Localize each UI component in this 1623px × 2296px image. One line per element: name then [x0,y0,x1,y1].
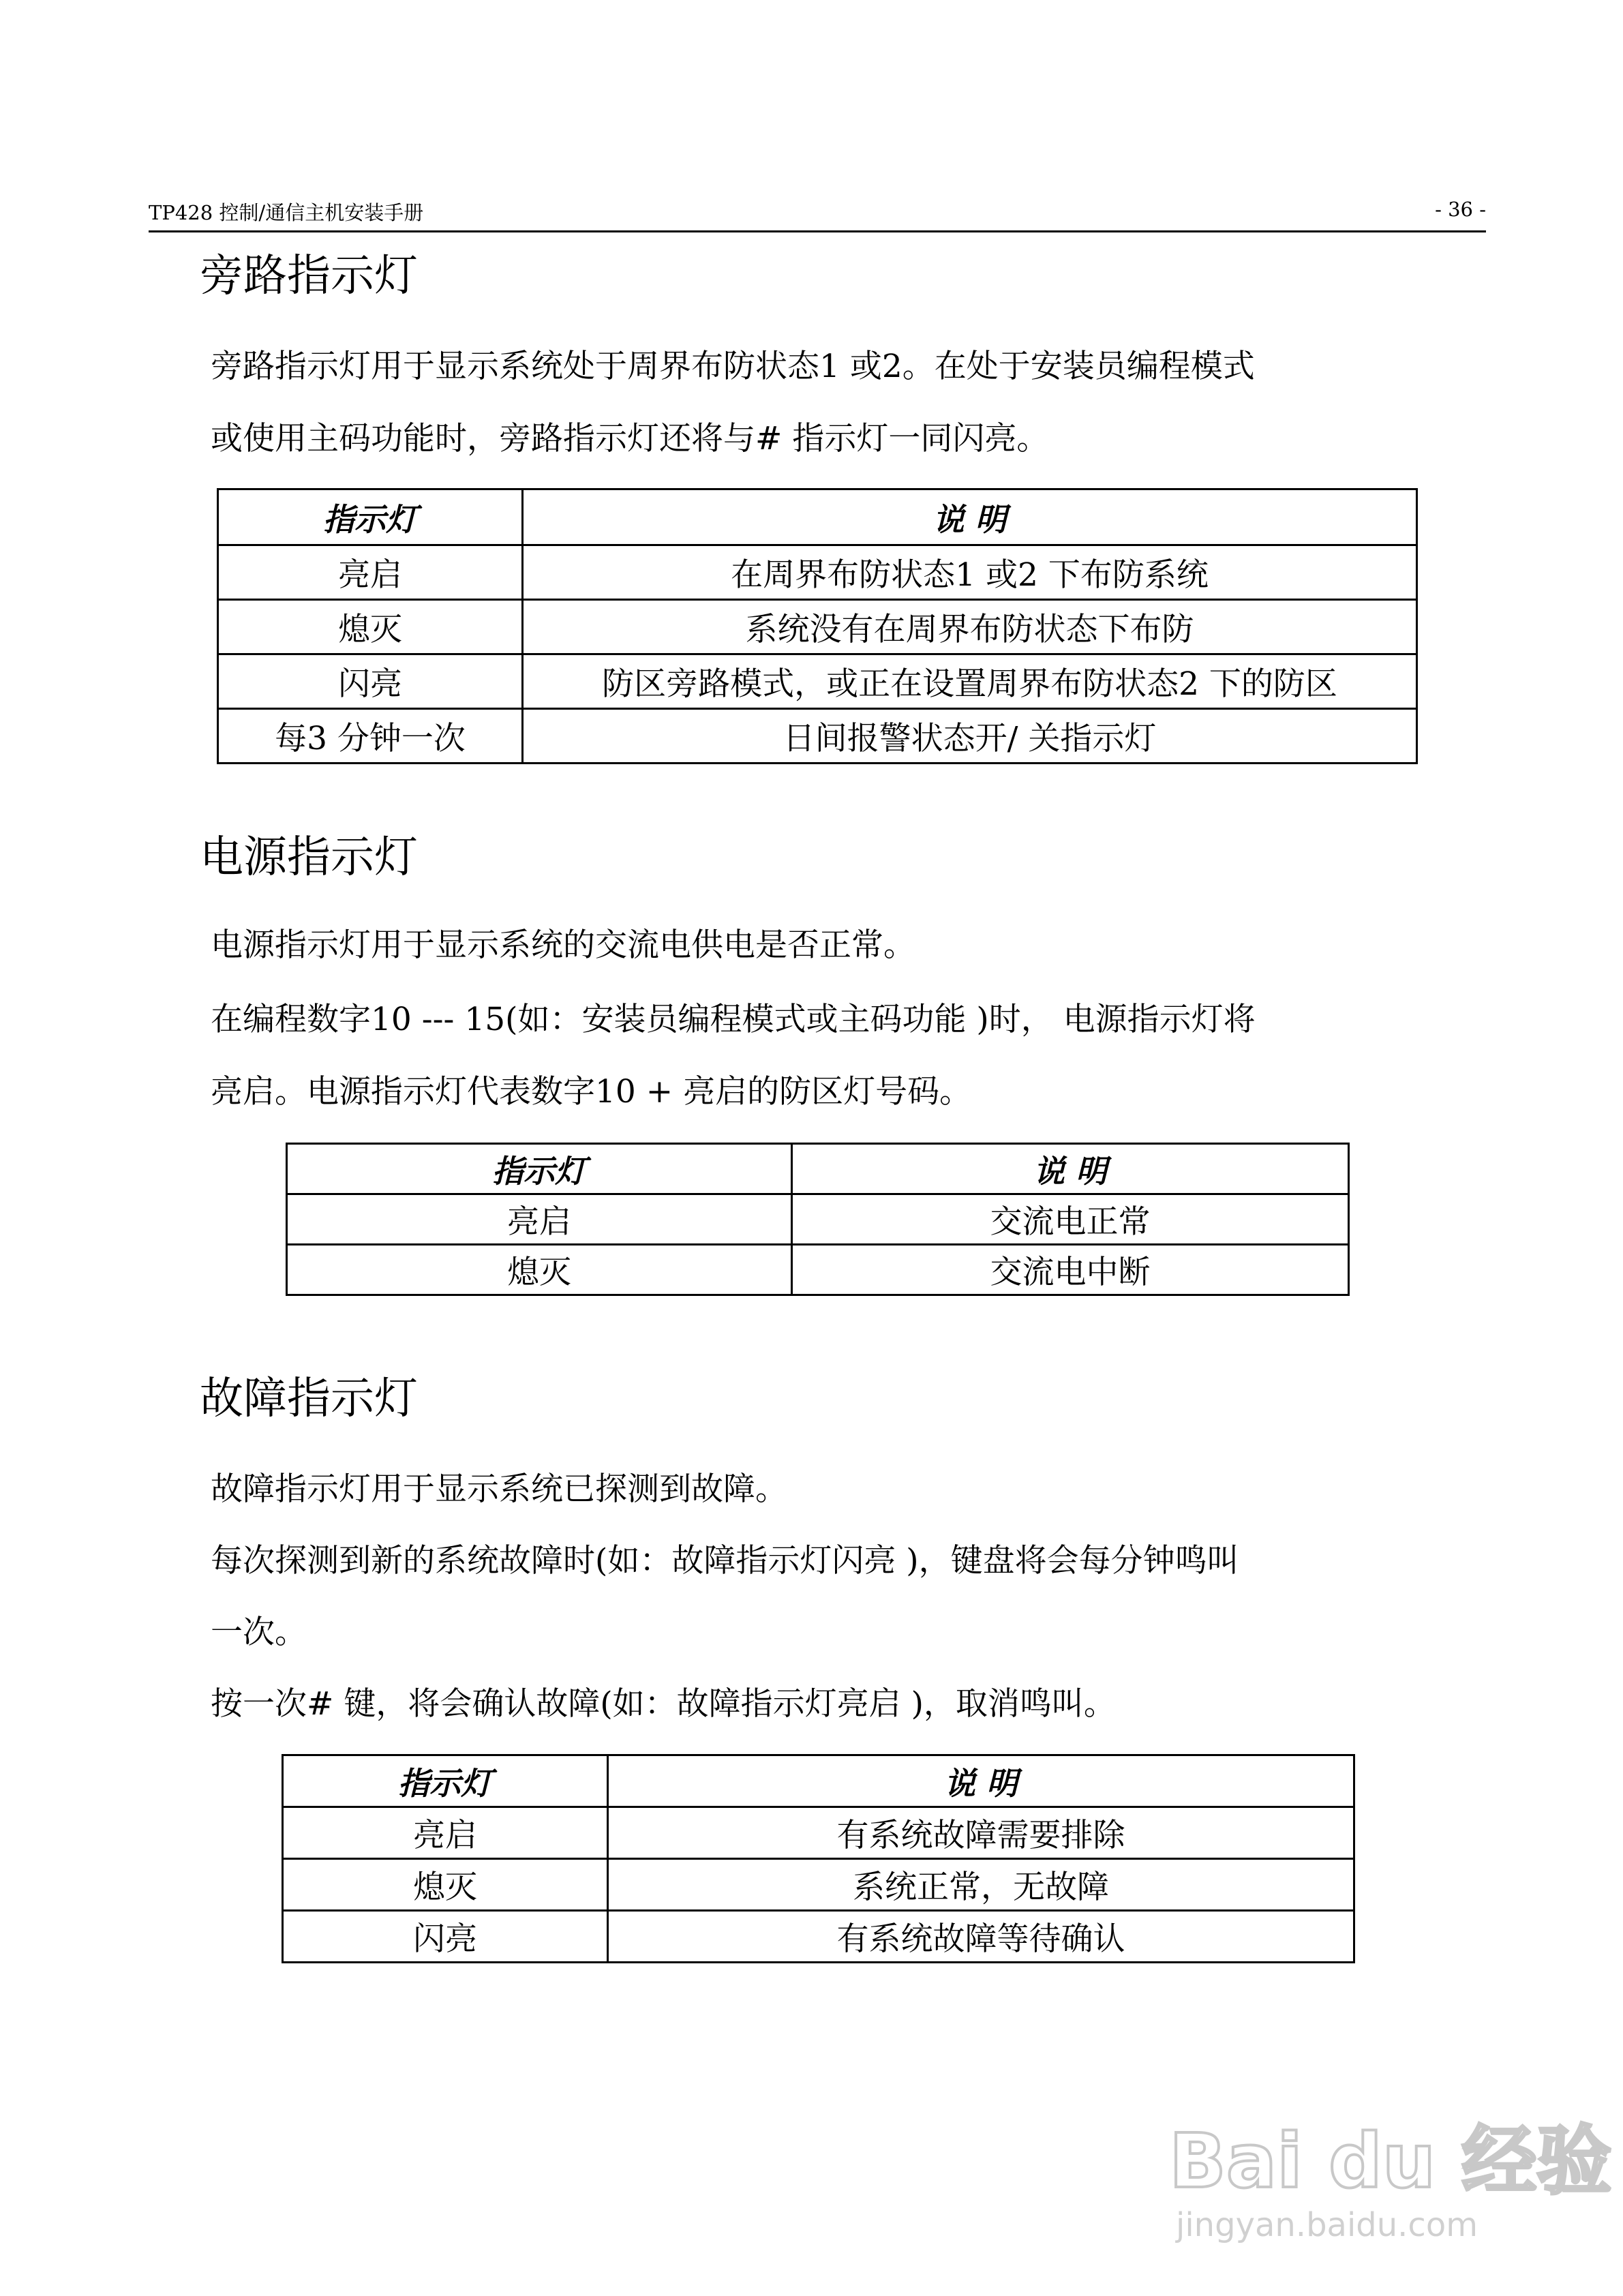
page-header [149,195,1486,232]
table-header-cell: 指示灯 [287,1144,792,1194]
table-cell: 系统正常，无故障 [608,1859,1354,1911]
paragraph-line: 每次探测到新的系统故障时(如：故障指示灯闪亮 )，键盘将会每分钟鸣叫 [211,1542,1239,1580]
table-row [283,1807,1354,1859]
table-row [283,1911,1354,1963]
table-cell: 熄灭 [287,1245,792,1295]
section-heading-fault: 故障指示灯 [200,1374,418,1424]
table-row [218,709,1417,764]
table-row [287,1194,1349,1245]
section-heading-bypass: 旁路指示灯 [200,251,418,301]
page-number: - 36 - [1435,198,1486,221]
table-cell: 有系统故障等待确认 [608,1911,1354,1963]
baidu-jingyan-watermark [1159,2100,1612,2250]
header-title: TP428 控制/通信主机安装手册 [149,201,424,224]
table-cell: 有系统故障需要排除 [608,1807,1354,1859]
watermark-url: jingyan.baidu.com [1176,2206,1478,2244]
table-header-cell: 指示灯 [218,489,523,545]
paragraph-line: 一次。 [211,1614,307,1651]
bypass-table [217,488,1418,764]
table-cell: 闪亮 [218,654,523,709]
table-cell: 亮启 [287,1194,792,1245]
table-cell: 亮启 [218,545,523,600]
table-cell: 系统没有在周界布防状态下布防 [523,600,1417,654]
table-cell: 防区旁路模式，或正在设置周界布防状态2 下的防区 [523,654,1417,709]
table-cell: 闪亮 [283,1911,608,1963]
table-header-row [283,1755,1354,1807]
paragraph-line: 亮启。电源指示灯代表数字10 + 亮启的防区灯号码。 [211,1073,972,1111]
paragraph-line: 按一次# 键，将会确认故障(如：故障指示灯亮启 )，取消鸣叫。 [211,1685,1116,1723]
table-header-cell: 说 明 [608,1755,1354,1807]
table-header-cell: 指示灯 [283,1755,608,1807]
paragraph-line: 或使用主码功能时，旁路指示灯还将与# 指示灯一同闪亮。 [211,420,1049,457]
table-row [287,1245,1349,1295]
power-table [286,1143,1350,1296]
watermark-brand: Bai du 经验 [1169,2117,1612,2205]
table-row [218,600,1417,654]
table-cell: 交流电中断 [792,1245,1349,1295]
table-row [218,545,1417,600]
paragraph-line: 电源指示灯用于显示系统的交流电供电是否正常。 [211,926,915,964]
table-row [218,654,1417,709]
table-cell: 亮启 [283,1807,608,1859]
table-cell: 熄灭 [218,600,523,654]
table-cell: 熄灭 [283,1859,608,1911]
table-row [283,1859,1354,1911]
section-heading-power: 电源指示灯 [200,832,418,883]
paragraph-line: 在编程数字10 --- 15(如：安装员编程模式或主码功能 )时， 电源指示灯将 [211,1001,1256,1038]
table-cell: 每3 分钟一次 [218,709,523,764]
table-header-cell: 说 明 [523,489,1417,545]
table-cell: 在周界布防状态1 或2 下布防系统 [523,545,1417,600]
paragraph-line: 旁路指示灯用于显示系统处于周界布防状态1 或2。在处于安装员编程模式 [211,348,1255,385]
table-header-cell: 说 明 [792,1144,1349,1194]
table-cell: 交流电正常 [792,1194,1349,1245]
table-cell: 日间报警状态开/ 关指示灯 [523,709,1417,764]
paragraph-line: 故障指示灯用于显示系统已探测到故障。 [211,1470,787,1508]
table-header-row [287,1144,1349,1194]
table-header-row [218,489,1417,545]
fault-table [282,1754,1355,1963]
